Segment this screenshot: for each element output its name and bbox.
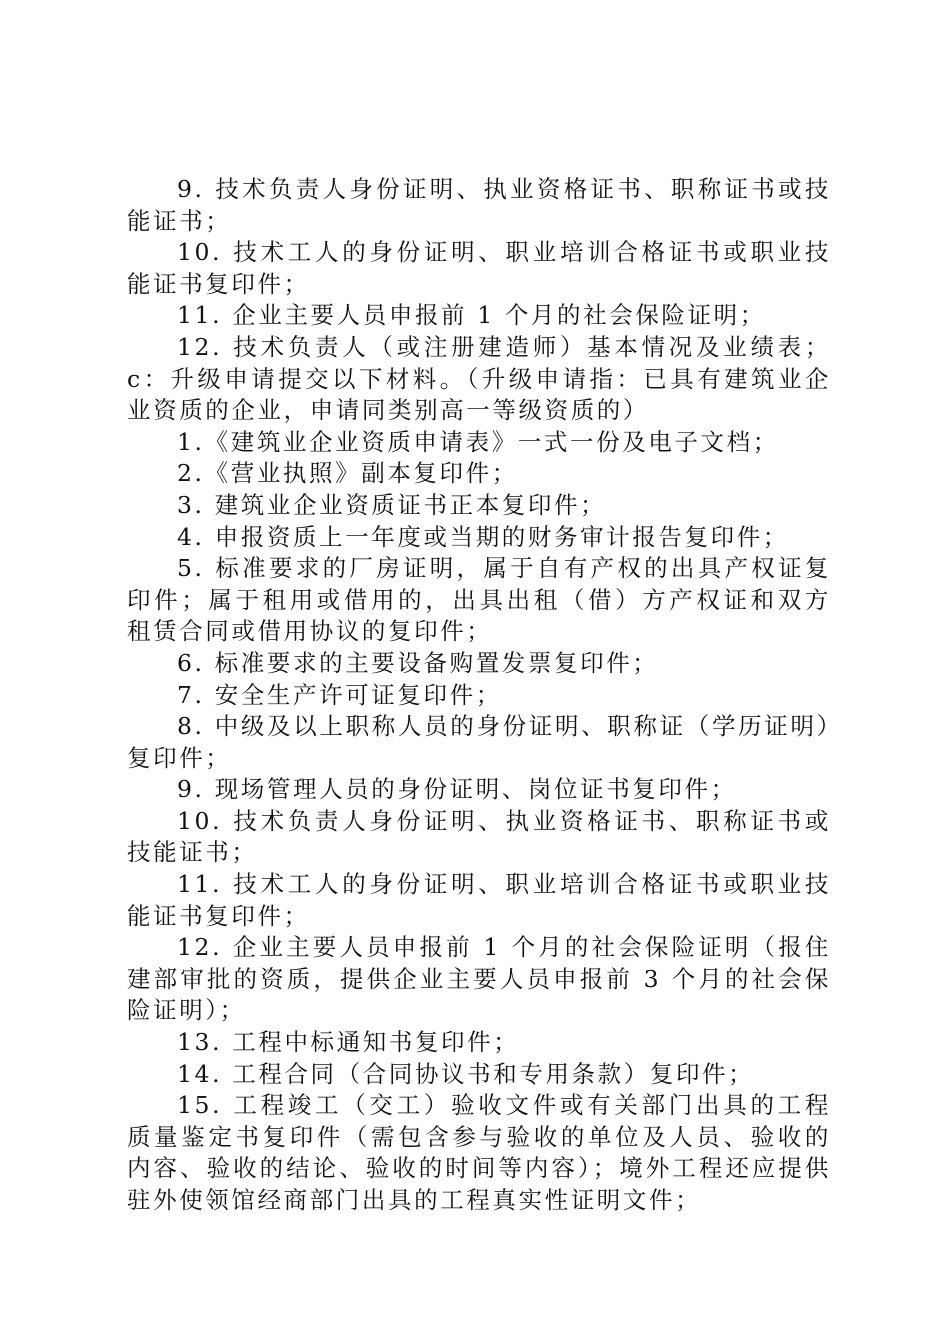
- paragraph: 6. 标准要求的主要设备购置发票复印件；: [177, 648, 659, 677]
- paragraph: 4. 申报资质上一年度或当期的财务审计报告复印件；: [177, 522, 789, 551]
- paragraph: 11. 技术工人的身份证明、职业培训合格证书或职业技能证书复印件；: [127, 870, 831, 930]
- paragraph: 14. 工程合同（合同协议书和专用条款）复印件；: [177, 1059, 755, 1088]
- paragraph: 10. 技术工人的身份证明、职业培训合格证书或职业技能证书复印件；: [127, 238, 831, 298]
- paragraph: 8. 中级及以上职称人员的身份证明、职称证（学历证明）复印件；: [127, 712, 831, 772]
- paragraph: 13. 工程中标通知书复印件；: [177, 1028, 520, 1057]
- paragraph: 2.《营业执照》副本复印件；: [177, 459, 518, 488]
- paragraph: 7. 安全生产许可证复印件；: [177, 680, 502, 709]
- paragraph: 12. 企业主要人员申报前 1 个月的社会保险证明（报住建部审批的资质，提供企业主要人员申报前 3 个月的社会保险证明）；: [127, 933, 831, 1025]
- document-body: [127, 174, 831, 1217]
- paragraph: 1.《建筑业企业资质申请表》一式一份及电子文档；: [177, 427, 779, 456]
- paragraph: 11. 企业主要人员申报前 1 个月的社会保险证明；: [177, 301, 766, 330]
- paragraph: 12. 技术负责人（或注册建造师）基本情况及业绩表；c：升级申请提交以下材料。（升级申请指：已具有建筑业企业资质的企业，申请同类别高一等级资质的）: [127, 332, 831, 425]
- paragraph: 15. 工程竣工（交工）验收文件或有关部门出具的工程质量鉴定书复印件（需包含参与验收的单位及人员、验收的内容、验收的结论、验收的时间等内容）；境外工程还应提供驻外使领馆经商部门出具的工程真实性证明文件；: [127, 1091, 831, 1214]
- paragraph: 9. 现场管理人员的身份证明、岗位证书复印件；: [177, 775, 737, 804]
- paragraph: 9. 技术负责人身份证明、执业资格证书、职称证书或技能证书；: [127, 175, 831, 235]
- paragraph: 5. 标准要求的厂房证明，属于自有产权的出具产权证复印件；属于租用或借用的，出具出租（借）方产权证和双方租赁合同或借用协议的复印件；: [127, 554, 831, 646]
- paragraph: 3. 建筑业企业资质证书正本复印件；: [177, 490, 607, 519]
- paragraph: 10. 技术负责人身份证明、执业资格证书、职称证书或技能证书；: [127, 806, 831, 867]
